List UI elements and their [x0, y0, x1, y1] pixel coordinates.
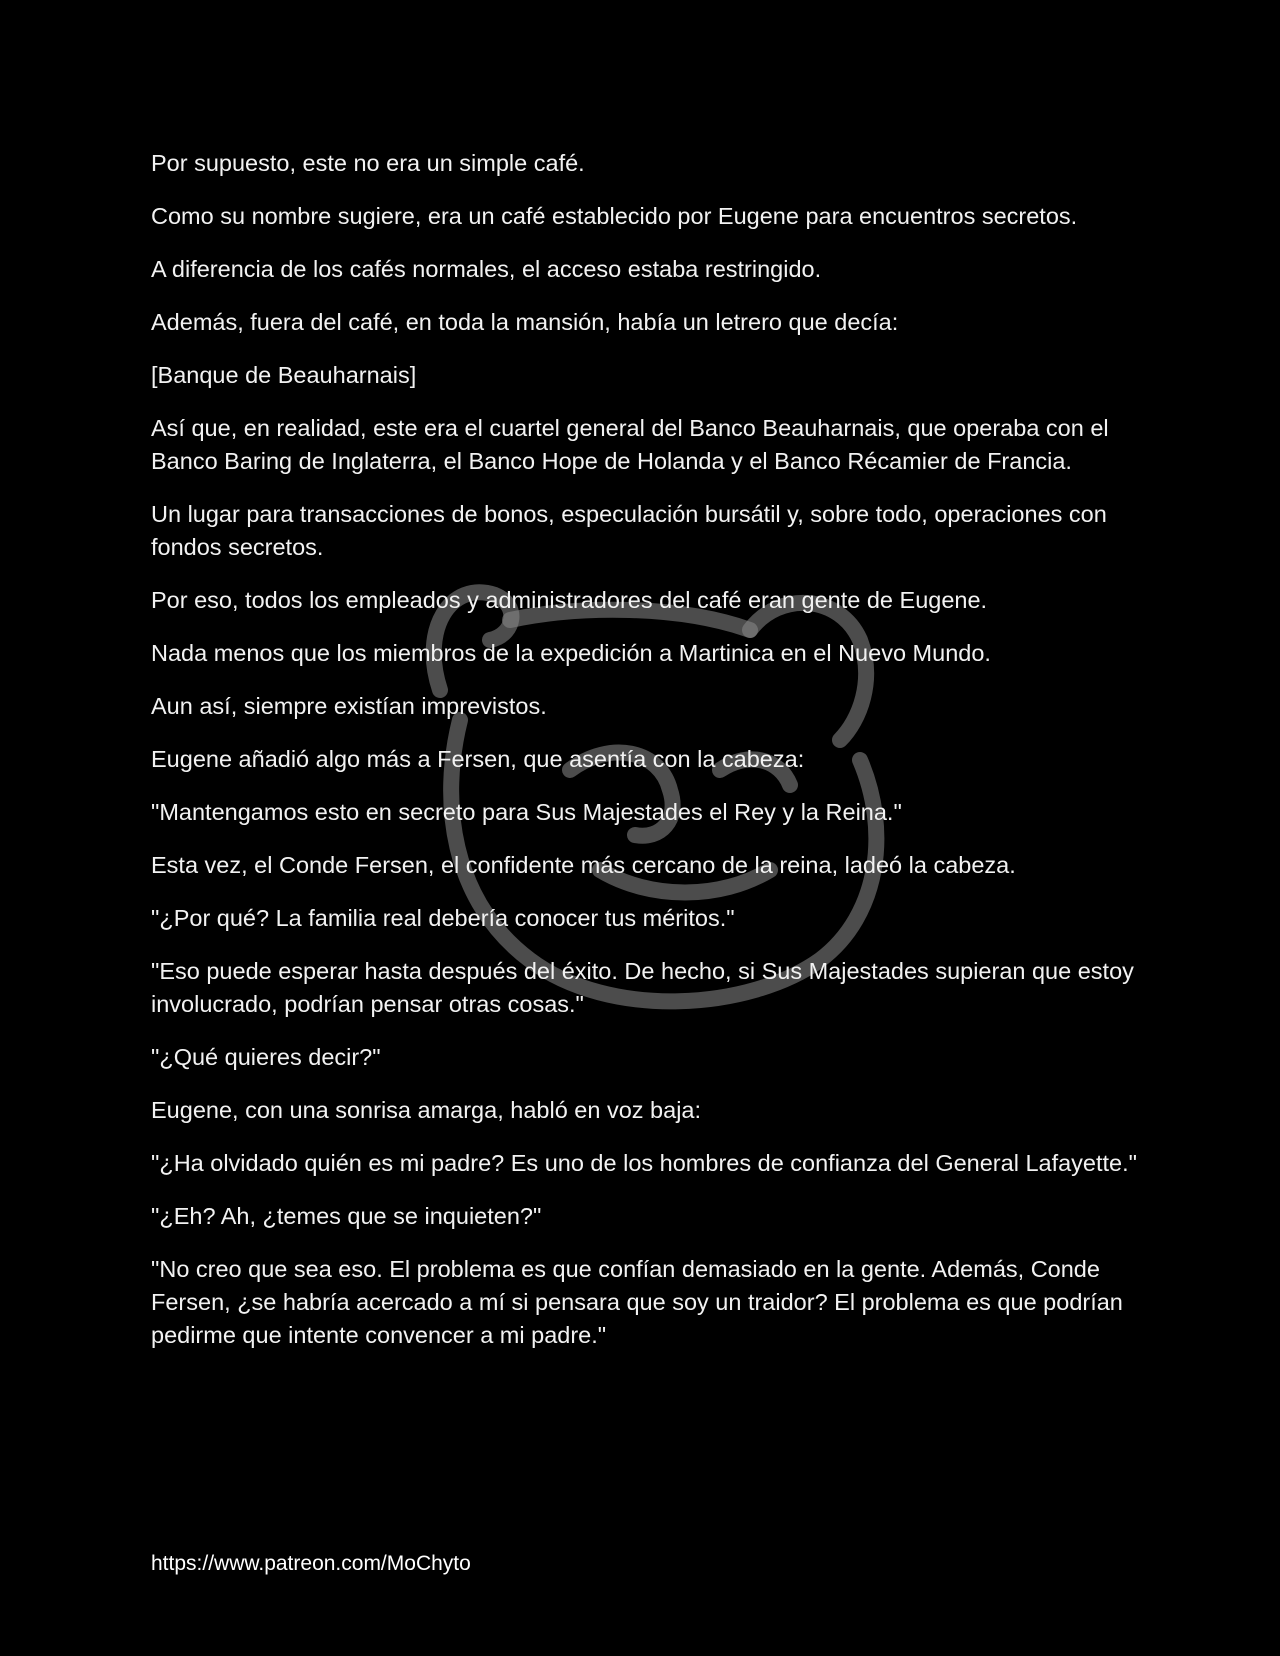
- paragraph: Por supuesto, este no era un simple café.: [151, 150, 585, 176]
- paragraph: [Banque de Beauharnais]: [151, 362, 417, 388]
- paragraph: "No creo que sea eso. El problema es que confían demasiado en la gente. Además, Conde Fersen, ¿se habría acercado a mí si pensara que soy un traidor? El problema es que podrían pedirme que intente convencer a mi padre.": [151, 1256, 1123, 1348]
- paragraph: Eugene añadió algo más a Fersen, que asentía con la cabeza:: [151, 746, 805, 772]
- paragraph: Así que, en realidad, este era el cuartel general del Banco Beauharnais, que operaba con el Banco Baring de Inglaterra, el Banco Hope de Holanda y el Banco Récamier de Francia.: [151, 415, 1109, 474]
- paragraph: Esta vez, el Conde Fersen, el confidente más cercano de la reina, ladeó la cabeza.: [151, 852, 1016, 878]
- paragraph: Además, fuera del café, en toda la mansión, había un letrero que decía:: [151, 309, 899, 335]
- paragraph: A diferencia de los cafés normales, el acceso estaba restringido.: [151, 256, 822, 282]
- paragraph: Como su nombre sugiere, era un café establecido por Eugene para encuentros secretos.: [151, 203, 1078, 229]
- paragraph: "¿Qué quieres decir?": [151, 1044, 381, 1070]
- paragraph: Nada menos que los miembros de la expedición a Martinica en el Nuevo Mundo.: [151, 640, 991, 666]
- paragraph: "¿Ha olvidado quién es mi padre? Es uno de los hombres de confianza del General Lafayette.": [151, 1150, 1138, 1176]
- paragraph: Un lugar para transacciones de bonos, especulación bursátil y, sobre todo, operaciones con fondos secretos.: [151, 501, 1107, 560]
- paragraph: "¿Por qué? La familia real debería conocer tus méritos.": [151, 905, 735, 931]
- article-body: [151, 147, 1146, 1372]
- patreon-link[interactable]: https://www.patreon.com/MoChyto: [151, 1552, 471, 1575]
- paragraph: Eugene, con una sonrisa amarga, habló en voz baja:: [151, 1097, 702, 1123]
- paragraph: "Eso puede esperar hasta después del éxito. De hecho, si Sus Majestades supieran que estoy involucrado, podrían pensar otras cosas.": [151, 958, 1134, 1017]
- paragraph: Por eso, todos los empleados y administradores del café eran gente de Eugene.: [151, 587, 988, 613]
- paragraph: "Mantengamos esto en secreto para Sus Majestades el Rey y la Reina.": [151, 799, 902, 825]
- paragraph: "¿Eh? Ah, ¿temes que se inquieten?": [151, 1203, 542, 1229]
- paragraph: Aun así, siempre existían imprevistos.: [151, 693, 547, 719]
